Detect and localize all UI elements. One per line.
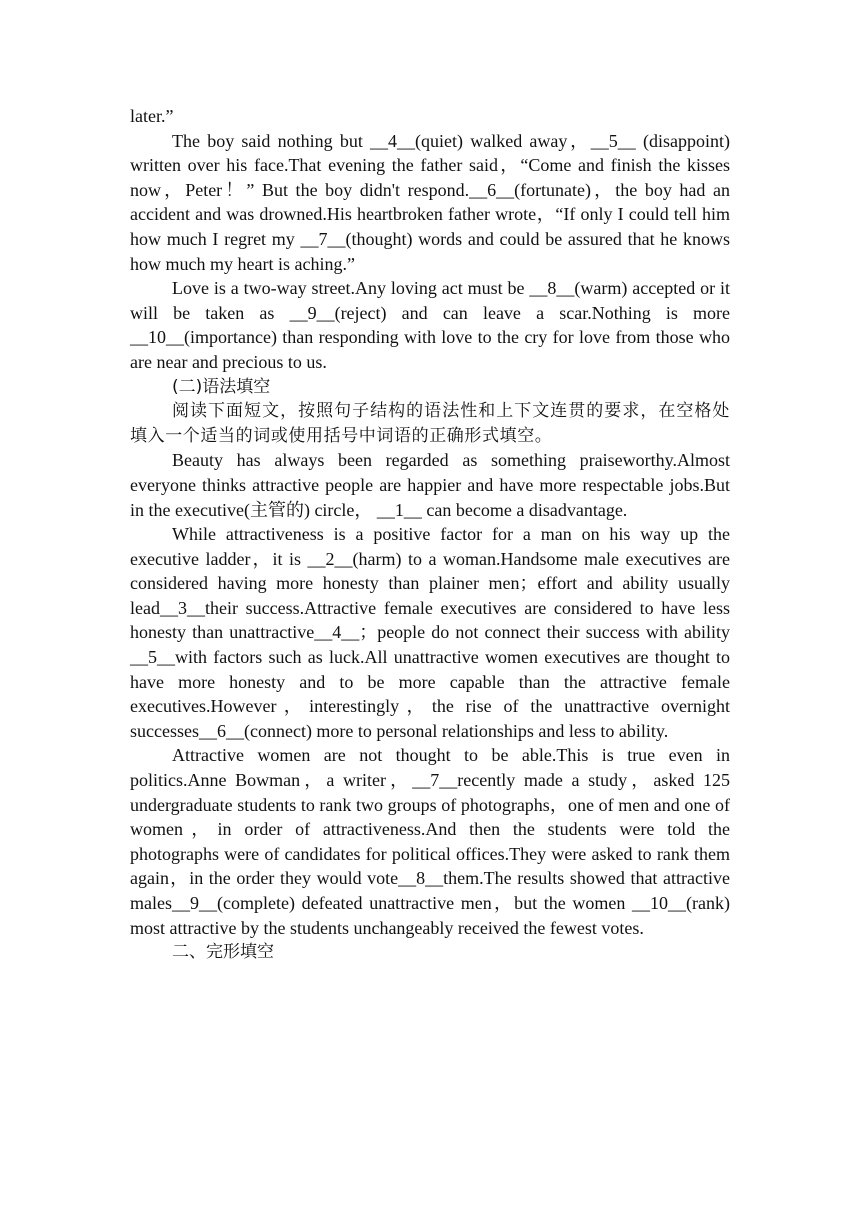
instruction-text: 阅读下面短文，按照句子结构的语法性和上下文连贯的要求，在空格处填入一个适当的词或使用括号中词语的正确形式填空。 — [130, 401, 730, 446]
paragraph-boy-story: The boy said nothing but __4__(quiet) walked away，__5__ (disappoint) written over his face.That evening the father said，“Come and finish the kisses now，Peter！” But the boy didn't respond.__6__(fortunate)，the boy had an accident and was drowned.His heartbroken father wrote，“If only I could tell him how much I regret my __7__(thought) words and could be assured that he knows how much my heart is aching.” — [130, 130, 730, 274]
section-heading-cloze: 二、完形填空 — [172, 942, 274, 963]
paragraph-love-two-way: Love is a two-way street.Any loving act must be __8__(warm) accepted or it will be taken as __9__(reject) and can leave a scar.Nothing is more __10__(importance) than responding with love to the cry for love from those who are near and precious to us. — [130, 278, 730, 372]
paragraph-ending-quote: later.” — [130, 106, 174, 126]
section-heading-grammar-fill: (二)语法填空 — [172, 376, 271, 397]
paragraph-politics-study: Attractive women are not thought to be able.This is true even in politics.Anne Bowman，a writer，__7__recently made a study，asked 125 undergraduate students to rank two groups of photographs，one of men and one of women，in order of attractiveness.And then the students were told the photographs were of candidates for political offices.They were asked to rank them again，in the order they would vote__8__them.The results showed that attractive males__9__(complete) defeated unattractive men，but the women __10__(rank) most attractive by the students unchangeably received the fewest votes. — [130, 745, 730, 938]
paragraph-attractiveness-executives: While attractiveness is a positive factor for a man on his way up the executive ladder，it is __2__(harm) to a woman.Handsome male executives are considered having more honesty than plainer men；effort and ability usually lead__3__their success.Attractive female executives are considered to have less honesty than unattractive__4__；people do not connect their success with ability __5__with factors such as luck.All unattractive women executives are thought to have more honesty and to be more capable than the attractive female executives.However，interestingly，the rise of the unattractive overnight successes__6__(connect) more to personal relationships and less to ability. — [130, 524, 730, 741]
document-body — [130, 104, 730, 965]
paragraph-beauty-intro: Beauty has always been regarded as something praiseworthy.Almost everyone thinks attractive people are happier and have more respectable jobs.But in the executive(主管的) circle， __1__ can become a disadvantage. — [130, 450, 730, 520]
